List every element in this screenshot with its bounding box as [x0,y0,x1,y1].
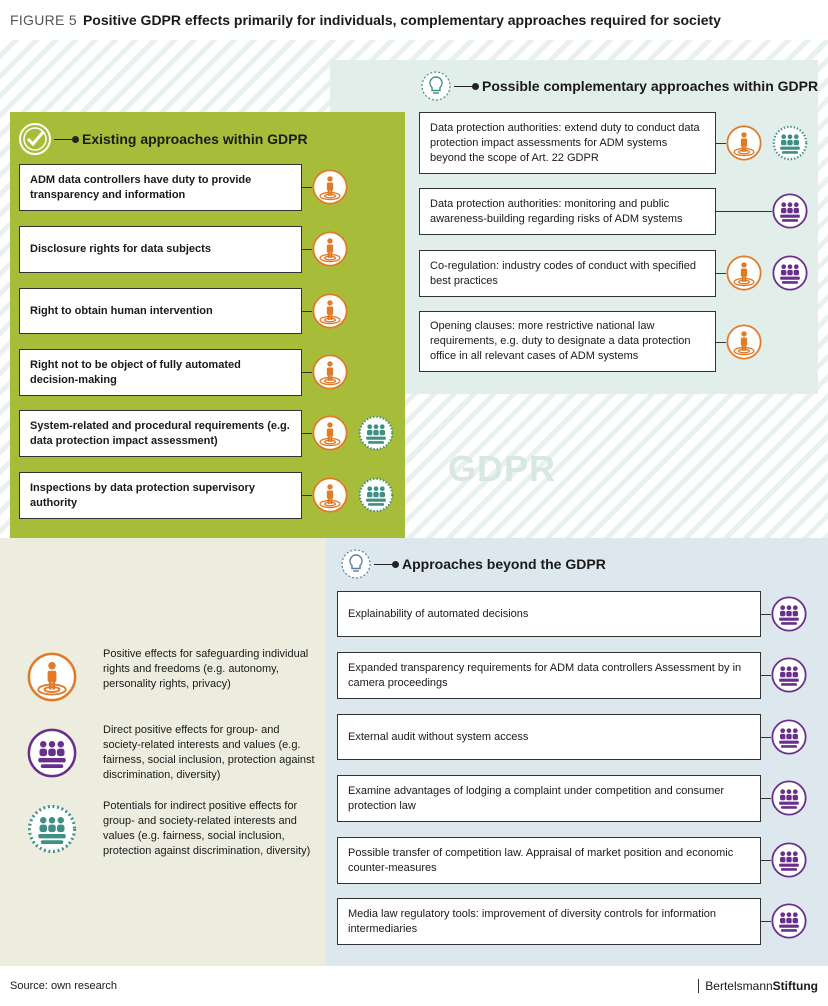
brand-logo: BertelsmannStiftung [698,979,818,993]
group-direct-icon [772,193,808,229]
individual-rights-icon [312,293,348,329]
lightbulb-icon [420,70,452,102]
individual-rights-icon [726,255,762,291]
beyond-item: Possible transfer of competition law. Appraisal of market position and economic counter-measures [337,837,761,884]
group-direct-icon [27,728,77,778]
individual-rights-icon [726,125,762,161]
beyond-item: External audit without system access [337,714,761,760]
existing-item: Inspections by data protection supervisory authority [19,472,302,519]
beyond-item: Media law regulatory tools: improvement of diversity controls for information intermediaries [337,898,761,945]
legend-group-direct-text: Direct positive effects for group- and society-related interests and values (e.g. fairness, social inclusion, protection against discrimination, diversity) [103,724,315,781]
existing-section-title [18,122,308,156]
figure-label: FIGURE 5 [10,12,77,28]
group-indirect-icon [772,125,808,161]
complementary-section-title [420,70,818,102]
complementary-item: Co-regulation: industry codes of conduct with specified best practices [419,250,716,297]
group-direct-icon [771,719,807,755]
existing-item: Disclosure rights for data subjects [19,226,302,273]
legend-group-indirect-text: Potentials for indirect positive effects for group- and society-related interests and values (e.g. fairness, social inclusion, protection against discrimination, diversity) [103,800,311,857]
individual-rights-icon [312,169,348,205]
checkmark-icon [18,122,52,156]
individual-rights-icon [312,354,348,390]
existing-item: ADM data controllers have duty to provide transparency and information [19,164,302,211]
group-direct-icon [771,596,807,632]
individual-rights-icon [312,477,348,513]
complementary-title: Possible complementary approaches within GDPR [482,78,819,94]
group-direct-icon [772,255,808,291]
figure-title: Positive GDPR effects primarily for individuals, complementary approaches required for society [82,12,721,28]
individual-rights-icon [312,415,348,451]
footer [0,966,828,1006]
individual-rights-icon [312,231,348,267]
beyond-item: Expanded transparency requirements for ADM data controllers Assessment by in camera proceedings [337,652,761,699]
complementary-item: Data protection authorities: extend duty to conduct data protection impact assessments for ADM systems beyond the scope of Art. 22 GDPR [419,112,716,174]
individual-rights-icon [27,652,77,702]
existing-item: System-related and procedural requirements (e.g. data protection impact assessment) [19,410,302,457]
group-direct-icon [771,903,807,939]
beyond-item: Examine advantages of lodging a complaint under competition and consumer protection law [337,775,761,822]
existing-title: Existing approaches within GDPR [82,131,308,147]
individual-rights-icon [726,324,762,360]
gdpr-watermark: GDPR [448,448,557,489]
complementary-item: Opening clauses: more restrictive national law requirements, e.g. duty to designate a data protection office in all relevant cases of ADM systems [419,311,716,372]
existing-item: Right not to be object of fully automated decision-making [19,349,302,396]
complementary-item: Data protection authorities: monitoring and public awareness-building regarding risks of ADM systems [419,188,716,235]
beyond-title: Approaches beyond the GDPR [402,556,606,572]
group-indirect-icon [358,415,394,451]
existing-item: Right to obtain human intervention [19,288,302,334]
figure-header [0,0,828,40]
source-note: Source: own research [10,980,117,992]
group-direct-icon [771,842,807,878]
group-indirect-icon [358,477,394,513]
group-direct-icon [771,780,807,816]
beyond-item: Explainability of automated decisions [337,591,761,637]
group-direct-icon [771,657,807,693]
lightbulb-icon [340,548,372,580]
legend-individual-text: Positive effects for safeguarding individual rights and freedoms (e.g. autonomy, personality rights, privacy) [103,648,309,690]
group-indirect-icon [27,804,77,854]
beyond-section-title [340,548,606,580]
